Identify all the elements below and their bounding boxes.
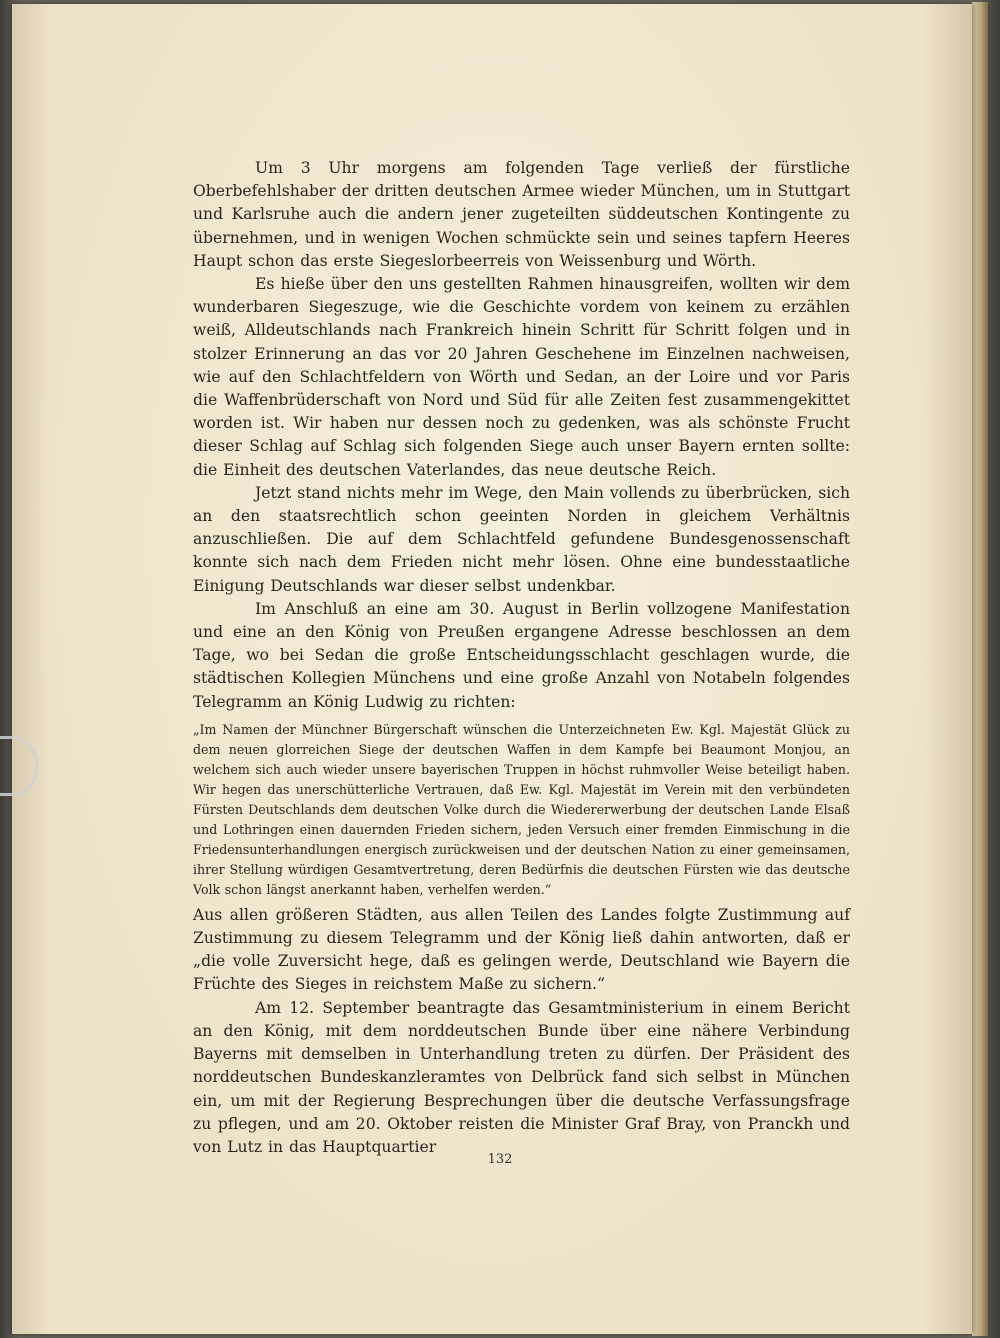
telegram-quote: „Im Namen der Münchner Bürgerschaft wünschen die Unterzeichneten Ew. Kgl. Majestät Glück zu dem neuen glorreichen Siege der deutschen Waffen in dem Kampfe bei Beaumont Monjou, an welchem sich auch wieder unsere bayerischen Truppen in höchst ruhmvoller Weise beteiligt haben. Wir hegen das unerschütterliche Vertrauen, daß Ew. Kgl. Majestät im Verein mit den verbündeten Fürsten Deutschlands dem deutschen Volke durch die Wiedererwerbung der deutschen Lande Elsaß und Lothringen einen dauernden Frieden sichern, jeden Versuch einer fremden Einmischung in die Friedensunterhandlungen energisch zurückweisen und der deutschen Nation zu einer gemeinsamen, ihrer Stellung würdigen Gesamtvertretung, deren Bedürfnis die deutschen Fürsten wie das deutsche Volk schon längst anerkannt haben, verhelfen werden.“ <box>193 721 850 897</box>
page-edge <box>972 2 988 1336</box>
body-text <box>193 157 850 1159</box>
page-number: 132 <box>487 1152 513 1167</box>
paragraph-2: Es hieße über den uns gestellten Rahmen hinausgreifen, wollten wir dem wunderbaren Siegeszuge, wie die Geschichte vordem von keinem zu erzählen weiß, Alldeutschlands nach Frankreich hinein Schritt für Schritt folgen und in stolzer Erinnerung an das vor 20 Jahren Geschehene im Einzelnen nachweisen, wie auf den Schlachtfeldern von Wörth und Sedan, an der Loire und vor Paris die Waffenbrüderschaft von Nord und Süd für alle Zeiten fest zusammengekittet worden ist. Wir haben nur dessen noch zu gedenken, was als schönste Frucht dieser Schlag auf Schlag sich folgenden Siege auch unser Bayern ernten sollte: die Einheit des deutschen Vaterlandes, das neue deutsche Reich. <box>193 275 850 479</box>
paragraph-final: Am 12. September beantragte das Gesamtministerium in einem Bericht an den König, mit dem norddeutschen Bunde über eine nähere Verbindung Bayerns mit demselben in Unterhandlung treten zu dürfen. Der Präsident des norddeutschen Bundeskanzleramtes von Delbrück fand sich selbst in München ein, um mit der Regierung Besprechungen über die deutsche Verfassungsfrage zu pflegen, und am 20. Oktober reisten die Minister Graf Bray, von Pranckh und von Lutz in das Hauptquartier <box>193 998 850 1156</box>
paragraph-after-quote: Aus allen größeren Städten, aus allen Teilen des Landes folgte Zustimmung auf Zustimmung zu diesem Telegramm und der König ließ dahin antworten, daß er „die volle Zuversicht hege, daß es gelingen werde, Deutschland wie Bayern die Früchte des Sieges in reichstem Maße zu sichern.“ <box>193 905 850 994</box>
paragraph-3: Jetzt stand nichts mehr im Wege, den Main vollends zu überbrücken, sich an den staatsrechtlich schon geeinten Norden in gleichem Verhältnis anzuschließen. Die auf dem Schlachtfeld gefundene Bundesgenossenschaft konnte sich nach dem Frieden nicht mehr lösen. Ohne eine bundesstaatliche Einigung Deutschlands war dieser selbst undenkbar. <box>193 483 850 595</box>
paragraph-4: Im Anschluß an eine am 30. August in Berlin vollzogene Manifestation und eine an den König von Preußen ergangene Adresse beschlossen an dem Tage, wo bei Sedan die große Entscheidungsschlacht geschlagen wurde, die städtischen Kollegien Münchens und eine große Anzahl von Notabeln folgendes Telegramm an König Ludwig zu richten: <box>193 599 850 711</box>
paragraph-1: Um 3 Uhr morgens am folgenden Tage verließ der fürstliche Oberbefehlshaber der dritten deutschen Armee wieder München, um in Stuttgart und Karlsruhe auch die andern jener zugeteilten süddeutschen Kontingente zu übernehmen, und in wenigen Wochen schmückte sein und seines tapfern Heeres Haupt schon das erste Siegeslorbeerreis von Weissenburg und Wörth. <box>193 159 850 270</box>
